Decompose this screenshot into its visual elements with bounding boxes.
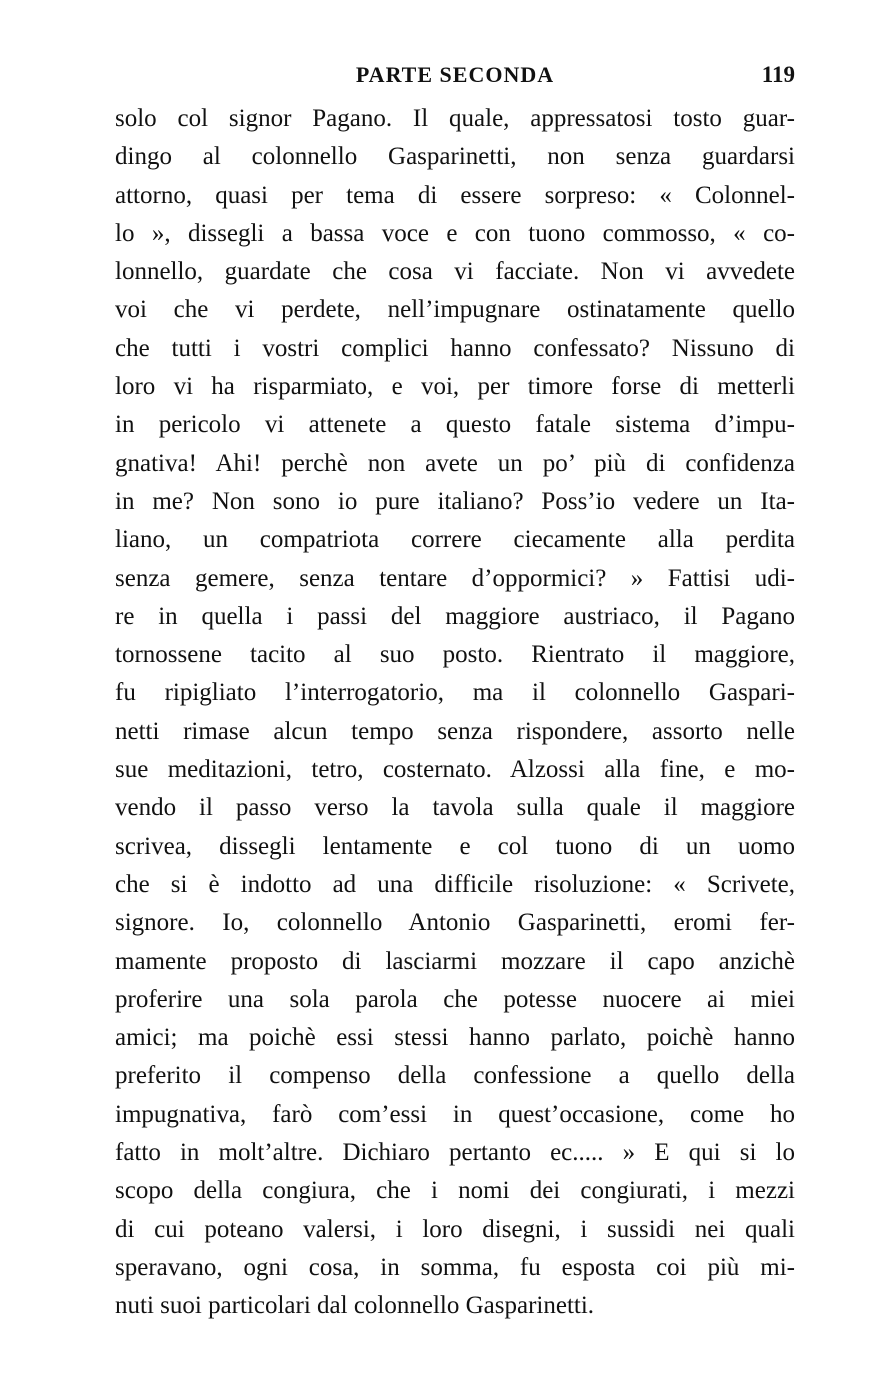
- text-line: gnativa! Ahi! perchè non avete un po’ più di confidenza: [115, 449, 795, 477]
- body-text: [115, 100, 795, 1326]
- text-line: signore. Io, colonnello Antonio Gasparinetti, eromi fer-: [115, 909, 795, 937]
- text-line: preferito il compenso della confessione a quello della: [115, 1062, 795, 1090]
- text-line: in pericolo vi attenete a questo fatale sistema d’impu-: [115, 411, 795, 439]
- text-line: lo », dissegli a bassa voce e con tuono commosso, « co-: [115, 219, 795, 247]
- text-line: mamente proposto di lasciarmi mozzare il capo anzichè: [115, 947, 795, 975]
- text-line: che si è indotto ad una difficile risoluzione: « Scrivete,: [115, 870, 795, 898]
- page-header: [115, 62, 795, 96]
- text-line: loro vi ha risparmiato, e voi, per timore forse di metterli: [115, 373, 795, 401]
- text-line: liano, un compatriota correre ciecamente alla perdita: [115, 526, 795, 554]
- text-line: re in quella i passi del maggiore austriaco, il Pagano: [115, 602, 795, 630]
- text-line: dingo al colonnello Gasparinetti, non senza guardarsi: [115, 143, 795, 171]
- text-line: scopo della congiura, che i nomi dei congiurati, i mezzi: [115, 1177, 795, 1205]
- text-line: impugnativa, farò com’essi in quest’occasione, come ho: [115, 1100, 795, 1128]
- text-line: proferire una sola parola che potesse nuocere ai miei: [115, 985, 795, 1013]
- text-line: scrivea, dissegli lentamente e col tuono di un uomo: [115, 832, 795, 860]
- running-title: PARTE SECONDA: [355, 62, 555, 87]
- text-line: fu ripigliato l’interrogatorio, ma il colonnello Gaspari-: [115, 679, 795, 707]
- text-line: che tutti i vostri complici hanno confessato? Nissuno di: [115, 334, 795, 362]
- page-number: 119: [761, 62, 795, 87]
- text-line: solo col signor Pagano. Il quale, appressatosi tosto guar-: [115, 105, 795, 132]
- text-line: attorno, quasi per tema di essere sorpreso: « Colonnel-: [115, 181, 795, 209]
- text-line: senza gemere, senza tentare d’oppormici? » Fattisi udi-: [115, 564, 795, 592]
- text-line: lonnello, guardate che cosa vi facciate. Non vi avvedete: [115, 258, 795, 286]
- text-line: sue meditazioni, tetro, costernato. Alzossi alla fine, e mo-: [115, 756, 795, 784]
- text-line: tornossene tacito al suo posto. Rientrato il maggiore,: [115, 641, 795, 669]
- text-line: di cui poteano valersi, i loro disegni, i sussidi nei quali: [115, 1215, 795, 1243]
- text-line: netti rimase alcun tempo senza rispondere, assorto nelle: [115, 717, 795, 745]
- text-line: nuti suoi particolari dal colonnello Gasparinetti.: [115, 1292, 595, 1320]
- text-line: vendo il passo verso la tavola sulla quale il maggiore: [115, 794, 795, 822]
- text-line: fatto in molt’altre. Dichiaro pertanto ec..... » E qui si lo: [115, 1139, 795, 1167]
- text-line: speravano, ogni cosa, in somma, fu esposta coi più mi-: [115, 1253, 795, 1281]
- text-line: voi che vi perdete, nell’impugnare ostinatamente quello: [115, 296, 795, 324]
- text-line: in me? Non sono io pure italiano? Poss’io vedere un Ita-: [115, 487, 795, 515]
- text-line: amici; ma poichè essi stessi hanno parlato, poichè hanno: [115, 1024, 795, 1052]
